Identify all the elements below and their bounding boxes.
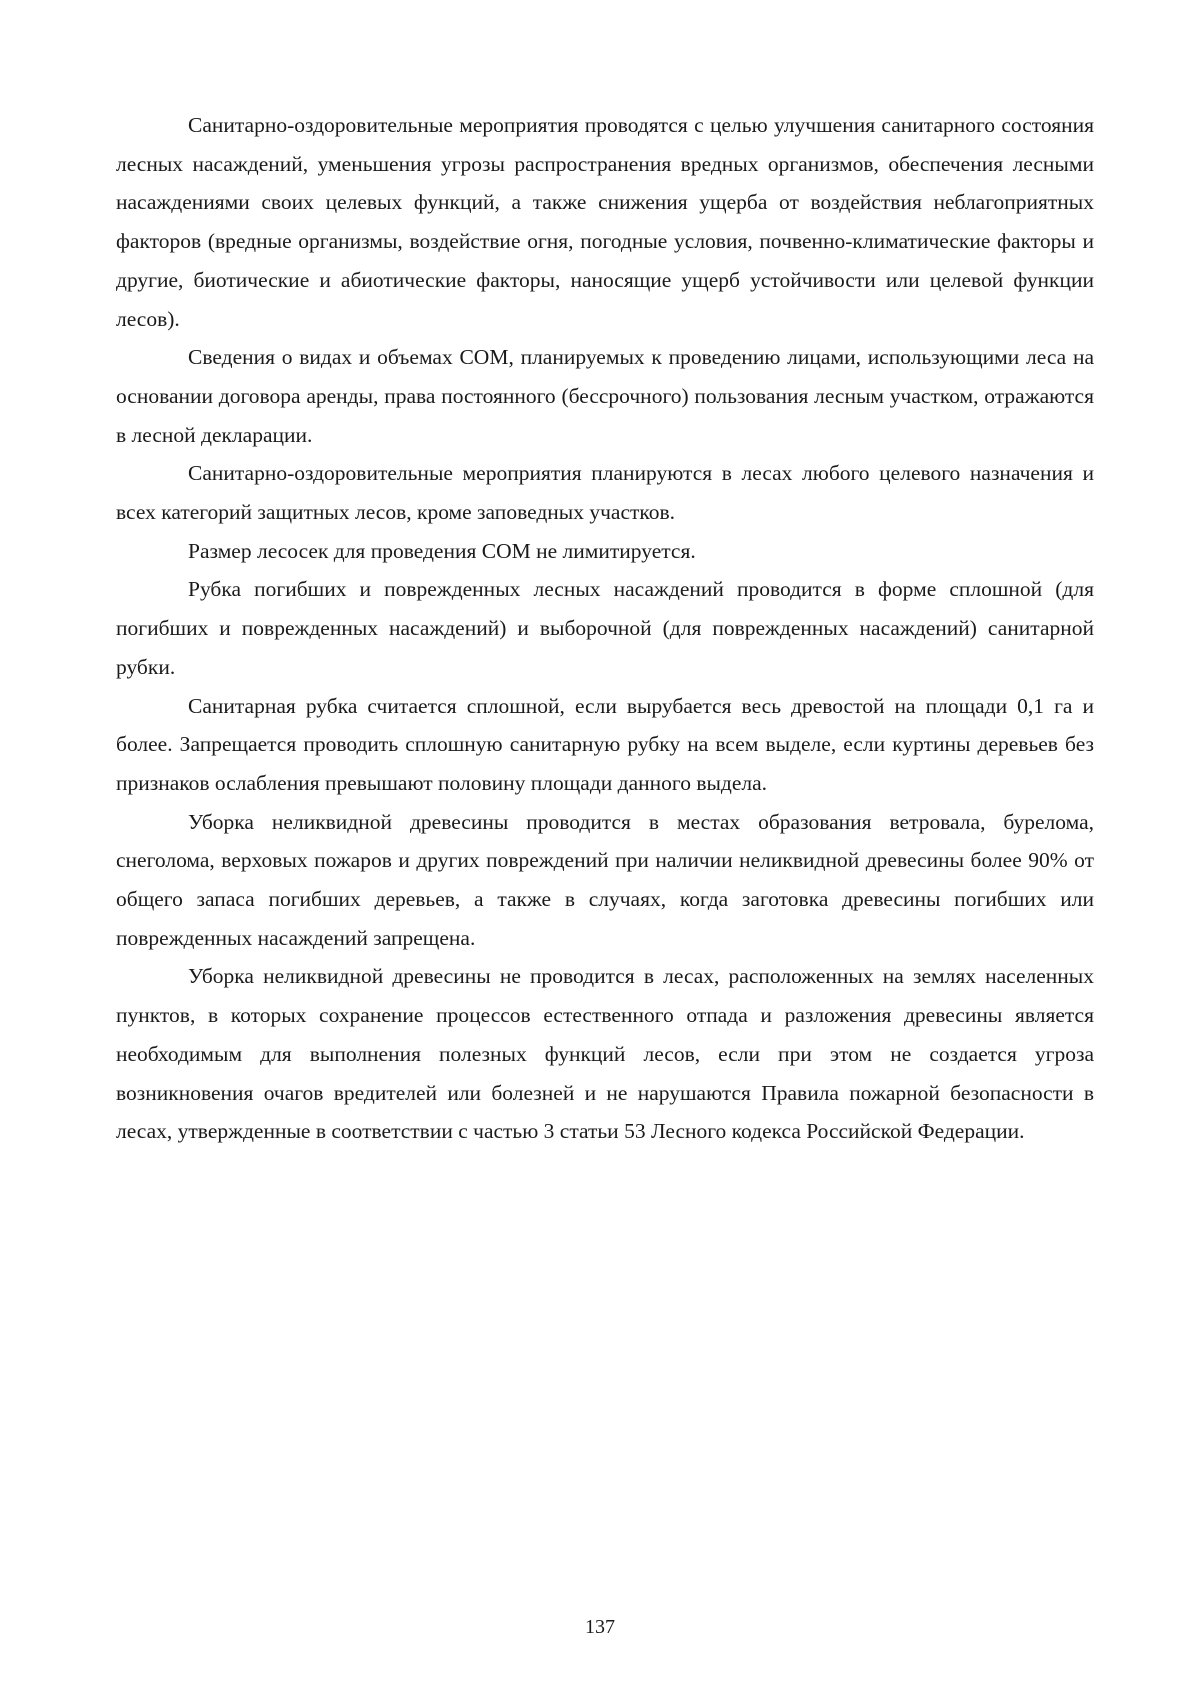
paragraph-unmarketable-wood-removal: Уборка неликвидной древесины проводится в местах образования ветровала, бурелома, снеголома, верховых пожаров и других повреждений при наличии неликвидной древесины более 90% от общего запаса погибших деревьев, а также в случаях, когда заготовка древесины погибших или поврежденных насаждений запрещена. (116, 809, 1094, 950)
paragraph-removal-exceptions: Уборка неликвидной древесины не проводится в лесах, расположенных на землях населенных пунктов, в которых сохранение процессов естественного отпада и разложения древесины является необходимым для выполнения полезных функций лесов, если при этом не создается угроза возникновения очагов вредителей или болезней и не нарушаются Правила пожарной безопасности в лесах, утвержденные в соответствии с частью 3 статьи 53 Лесного кодекса Российской Федерации. (116, 964, 1094, 1144)
paragraph-som-declaration: Сведения о видах и объемах СОМ, планируемых к проведению лицами, использующими леса на основании договора аренды, права постоянного (бессрочного) пользования лесным участком, отражаются в лесной декларации. (116, 345, 1094, 447)
paragraph-planning-scope: Санитарно-оздоровительные мероприятия планируются в лесах любого целевого назначения и всех категорий защитных лесов, кроме заповедных участков. (116, 461, 1094, 525)
paragraph-sanitary-measures-purpose: Санитарно-оздоровительные мероприятия проводятся с целью улучшения санитарного состояния лесных насаждений, уменьшения угрозы распространения вредных организмов, обеспечения лесными насаждениями своих целевых функций, а также снижения ущерба от воздействия неблагоприятных факторов (вредные организмы, воздействие огня, погодные условия, почвенно-климатические факторы и другие, биотические и абиотические факторы, наносящие ущерб устойчивости или целевой функции лесов). (116, 113, 1094, 331)
paragraph-cutting-area-size: Размер лесосек для проведения СОМ не лимитируется. (188, 538, 696, 563)
body-text (116, 106, 1094, 1151)
paragraph-felling-forms: Рубка погибших и поврежденных лесных насаждений проводится в форме сплошной (для погибших и поврежденных насаждений) и выборочной (для поврежденных насаждений) санитарной рубки. (116, 577, 1094, 679)
page-number: 137 (585, 1616, 615, 1638)
paragraph-clear-sanitary-felling: Санитарная рубка считается сплошной, если вырубается весь древостой на площади 0,1 га и более. Запрещается проводить сплошную санитарную рубку на всем выделе, если куртины деревьев без признаков ослабления превышают половину площади данного выдела. (116, 693, 1094, 795)
